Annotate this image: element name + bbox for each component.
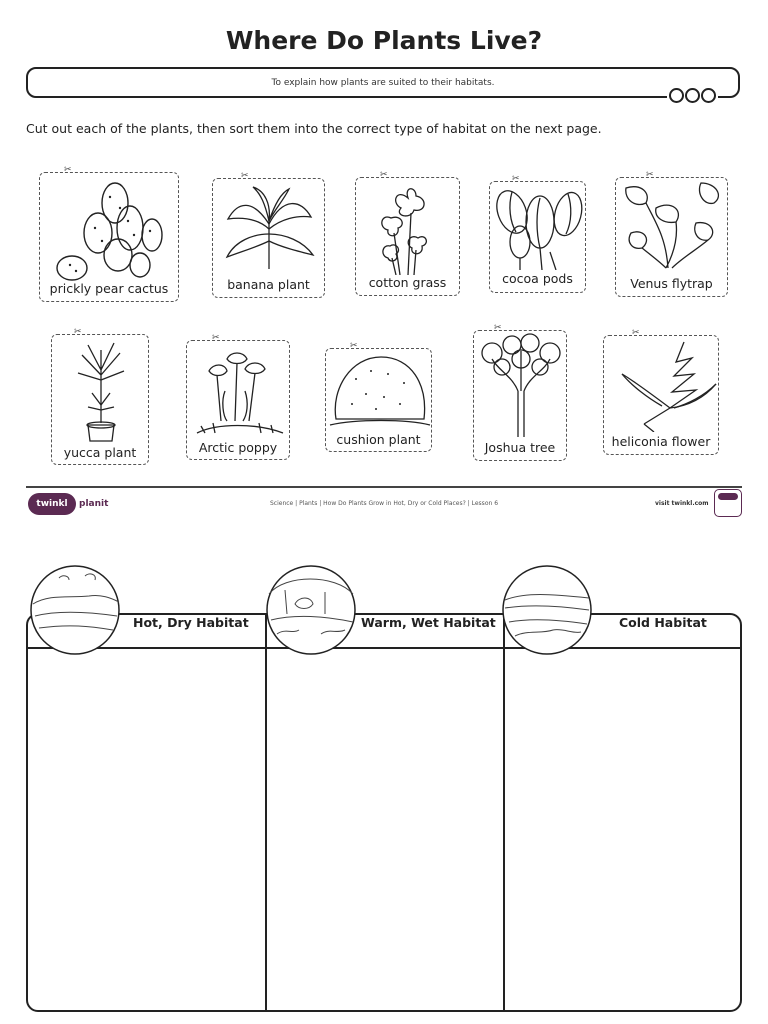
plant-label: banana plant bbox=[227, 277, 310, 292]
header-divider bbox=[28, 647, 740, 649]
plant-label: Arctic poppy bbox=[198, 440, 278, 455]
plant-label: cocoa pods bbox=[502, 271, 573, 286]
scissors-icon: ✂ bbox=[74, 327, 82, 337]
page-title: Where Do Plants Live? bbox=[225, 26, 543, 55]
instruction-text: Cut out each of the plants, then sort them into the correct type of habitat on the next page. bbox=[26, 121, 602, 136]
joshua-tree-picture bbox=[474, 331, 568, 437]
twinkl-logo: twinkl bbox=[28, 493, 76, 515]
planit-brand: planit bbox=[79, 499, 109, 509]
plant-card-venus-flytrap[interactable] bbox=[615, 177, 728, 297]
plant-label: yucca plant bbox=[63, 445, 137, 460]
arctic-poppy-picture bbox=[187, 341, 291, 439]
footer-divider bbox=[26, 486, 742, 488]
progress-circles-icon bbox=[667, 88, 718, 103]
cushion-plant-picture bbox=[326, 349, 433, 431]
cactus-picture bbox=[40, 173, 180, 283]
plant-label: cushion plant bbox=[336, 432, 421, 447]
scissors-icon: ✂ bbox=[241, 171, 249, 181]
venus-flytrap-picture bbox=[616, 178, 729, 274]
scissors-icon: ✂ bbox=[350, 341, 358, 351]
column-divider bbox=[503, 615, 505, 1010]
habitat-title-cold: Cold Habitat bbox=[619, 615, 707, 630]
heliconia-flower-picture bbox=[604, 336, 720, 432]
plant-card-prickly-pear-cactus[interactable] bbox=[39, 172, 179, 302]
plant-card-joshua-tree[interactable] bbox=[473, 330, 567, 461]
plant-label: heliconia flower bbox=[611, 434, 711, 449]
plant-card-cocoa-pods[interactable] bbox=[489, 181, 586, 293]
quality-badge-icon bbox=[714, 489, 742, 517]
scissors-icon: ✂ bbox=[380, 170, 388, 180]
plant-label: Venus flytrap bbox=[630, 276, 713, 291]
habitat-sorting-table bbox=[26, 613, 742, 1012]
habitat-title-hot-dry: Hot, Dry Habitat bbox=[133, 615, 249, 630]
yucca-plant-picture bbox=[52, 335, 150, 445]
cocoa-pods-picture bbox=[490, 182, 587, 270]
cotton-grass-picture bbox=[356, 178, 461, 275]
scissors-icon: ✂ bbox=[494, 323, 502, 333]
plant-card-yucca-plant[interactable] bbox=[51, 334, 149, 465]
banana-plant-picture bbox=[213, 179, 326, 274]
scissors-icon: ✂ bbox=[212, 333, 220, 343]
tundra-scene-picture bbox=[501, 564, 593, 656]
desert-scene-picture bbox=[29, 564, 121, 656]
scissors-icon: ✂ bbox=[64, 165, 72, 175]
plant-card-heliconia-flower[interactable] bbox=[603, 335, 719, 455]
habitat-title-warm-wet: Warm, Wet Habitat bbox=[361, 615, 496, 630]
rainforest-scene-picture bbox=[265, 564, 357, 656]
plant-card-cotton-grass[interactable] bbox=[355, 177, 460, 296]
plant-label: cotton grass bbox=[368, 275, 447, 290]
scissors-icon: ✂ bbox=[646, 170, 654, 180]
scissors-icon: ✂ bbox=[632, 328, 640, 338]
visit-link[interactable]: visit twinkl.com bbox=[655, 500, 709, 507]
lesson-breadcrumb: Science | Plants | How Do Plants Grow in Hot, Dry or Cold Places? | Lesson 6 bbox=[269, 500, 499, 507]
plant-card-cushion-plant[interactable] bbox=[325, 348, 432, 452]
plant-card-banana-plant[interactable] bbox=[212, 178, 325, 298]
scissors-icon: ✂ bbox=[512, 174, 520, 184]
learning-objective-box bbox=[26, 67, 740, 98]
plant-label: Joshua tree bbox=[484, 440, 556, 455]
column-divider bbox=[265, 615, 267, 1010]
plant-card-arctic-poppy[interactable] bbox=[186, 340, 290, 460]
learning-objective: To explain how plants are suited to their habitats. bbox=[271, 78, 495, 88]
plant-label: prickly pear cactus bbox=[49, 281, 169, 296]
